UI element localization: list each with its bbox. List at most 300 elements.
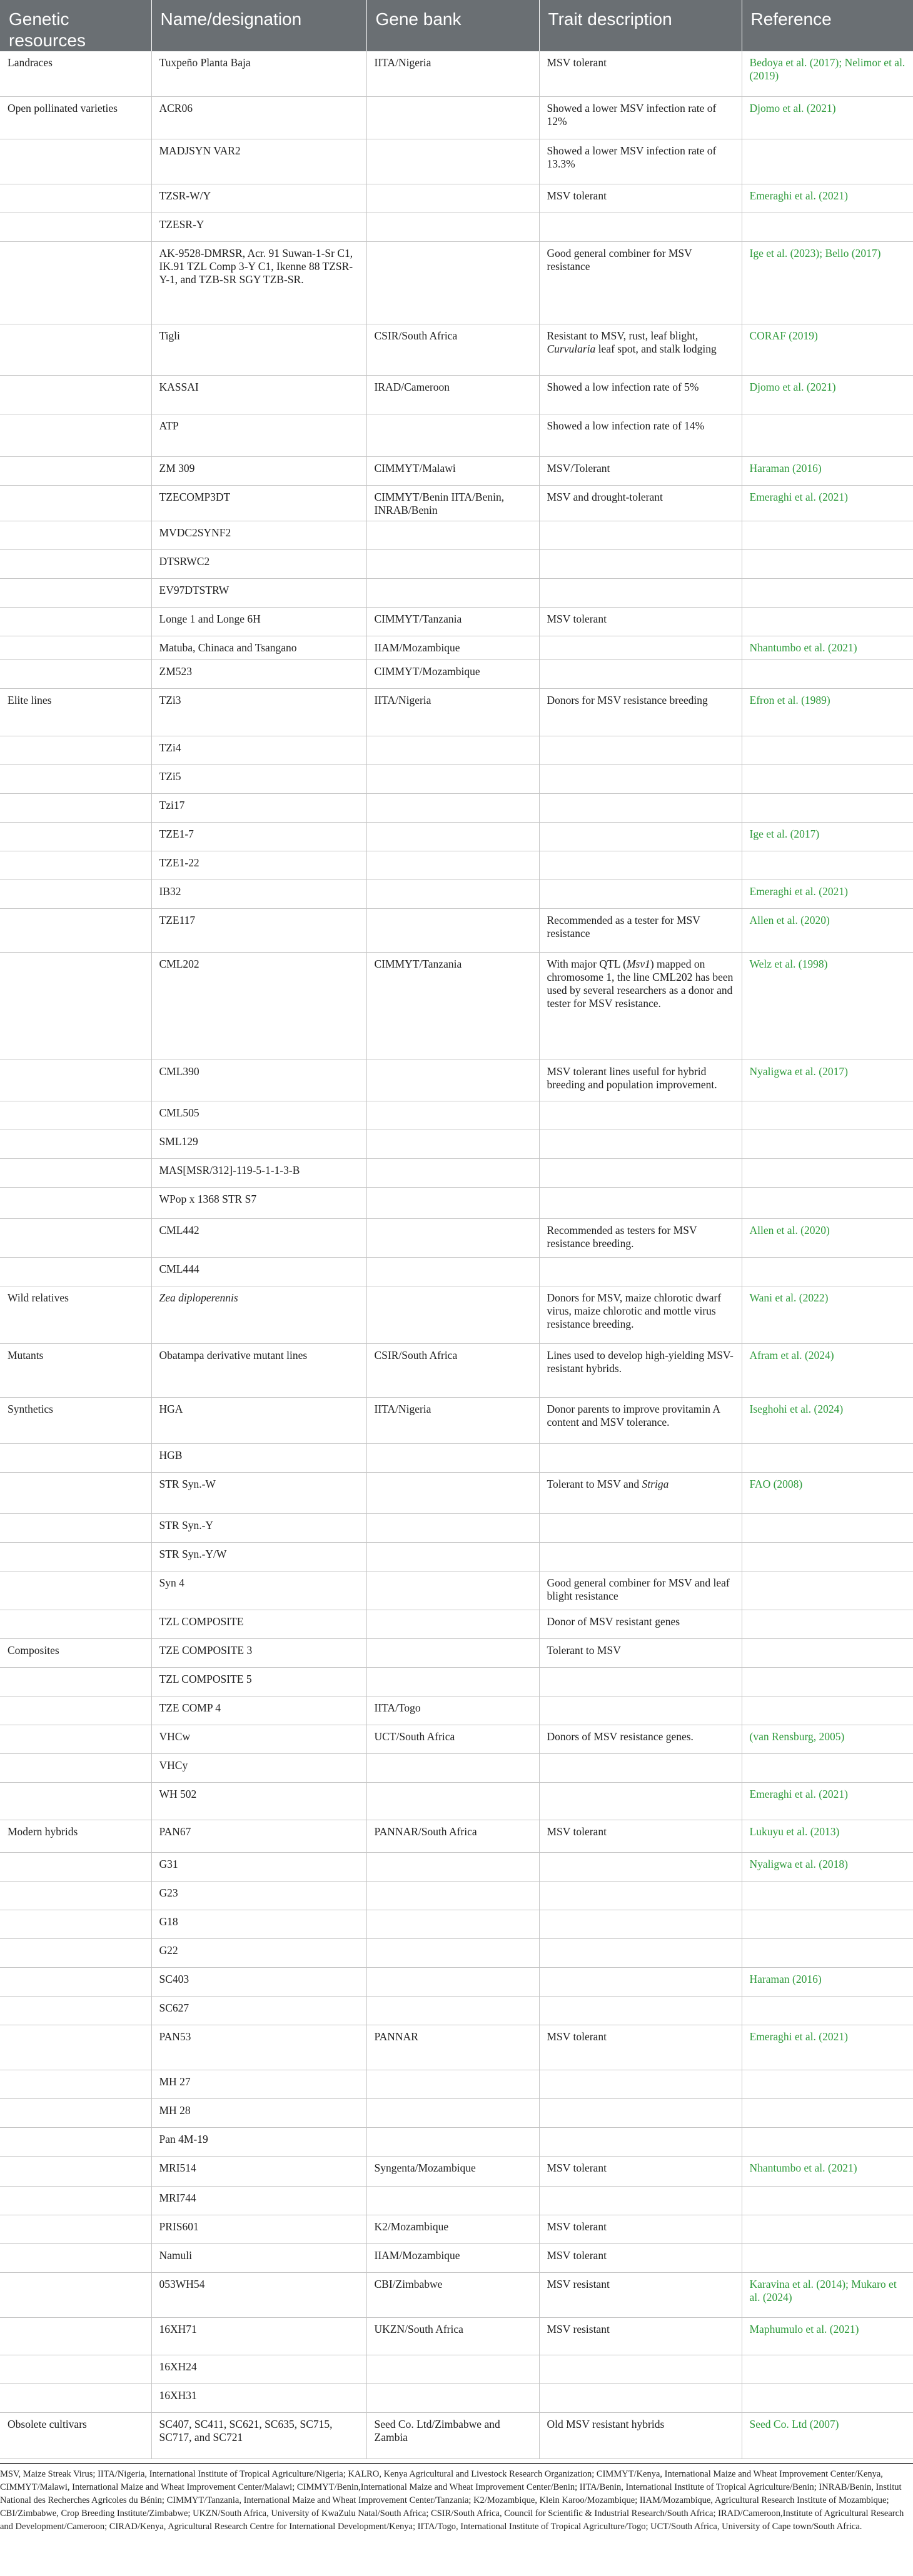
table-row: [0, 1852, 913, 1881]
name-cell: TZE COMP 4: [151, 1696, 366, 1725]
genetic-resource-cell: [0, 2070, 151, 2098]
genetic-resource-cell: [0, 1158, 151, 1187]
gene-bank-cell: Syngenta/Mozambique: [366, 2156, 539, 2186]
gene-bank-cell: [366, 2383, 539, 2412]
reference-cell[interactable]: (van Rensburg, 2005): [742, 1725, 913, 1753]
genetic-resource-cell: Modern hybrids: [0, 1820, 151, 1852]
table-header-row: [0, 0, 913, 51]
trait-cell: [539, 1753, 742, 1782]
table-row: [0, 96, 913, 139]
name-cell: EV97DTSTRW: [151, 578, 366, 607]
gene-bank-cell: IITA/Togo: [366, 1696, 539, 1725]
gene-bank-cell: [366, 96, 539, 139]
reference-cell[interactable]: Wani et al. (2022): [742, 1286, 913, 1343]
gene-bank-cell: CSIR/South Africa: [366, 1343, 539, 1397]
trait-cell: [539, 2127, 742, 2156]
gene-bank-cell: [366, 1910, 539, 1938]
trait-cell: [539, 1513, 742, 1542]
table-row: [0, 1820, 913, 1852]
table-row: [0, 1218, 913, 1257]
gene-bank-cell: [366, 2186, 539, 2215]
name-cell: SC627: [151, 1996, 366, 2025]
trait-cell: [539, 2355, 742, 2383]
trait-cell: [539, 1696, 742, 1725]
name-cell: ACR06: [151, 96, 366, 139]
trait-cell: [539, 521, 742, 549]
gene-bank-cell: [366, 1130, 539, 1158]
reference-cell[interactable]: Nhantumbo et al. (2021): [742, 636, 913, 659]
trait-cell: Lines used to develop high-yielding MSV-resistant hybrids.: [539, 1343, 742, 1397]
gene-bank-cell: [366, 1542, 539, 1571]
name-cell: IB32: [151, 880, 366, 908]
trait-cell: MSV resistant: [539, 2272, 742, 2317]
name-cell: MH 28: [151, 2098, 366, 2127]
table-row: [0, 2070, 913, 2098]
reference-cell[interactable]: FAO (2008): [742, 1472, 913, 1513]
reference-cell: [742, 2127, 913, 2156]
genetic-resource-cell: [0, 1996, 151, 2025]
reference-cell: [742, 2355, 913, 2383]
table-row: [0, 1996, 913, 2025]
reference-cell: [742, 2215, 913, 2243]
name-cell: CML442: [151, 1218, 366, 1257]
reference-cell: [742, 2383, 913, 2412]
trait-cell: MSV tolerant: [539, 2156, 742, 2186]
name-cell: TZECOMP3DT: [151, 485, 366, 521]
genetic-resource-cell: [0, 549, 151, 578]
reference-cell[interactable]: Efron et al. (1989): [742, 688, 913, 736]
table-row: [0, 578, 913, 607]
reference-cell[interactable]: Afram et al. (2024): [742, 1343, 913, 1397]
reference-cell: [742, 1130, 913, 1158]
gene-bank-cell: [366, 1938, 539, 1967]
table-row: [0, 1397, 913, 1443]
name-cell: Tzi17: [151, 793, 366, 822]
genetic-resource-cell: [0, 793, 151, 822]
gene-bank-cell: [366, 822, 539, 851]
reference-cell[interactable]: Seed Co. Ltd (2007): [742, 2412, 913, 2458]
gene-bank-cell: [366, 793, 539, 822]
table-row: [0, 1257, 913, 1286]
table-row: [0, 1753, 913, 1782]
name-cell: VHCy: [151, 1753, 366, 1782]
header-trait-description: Trait description: [539, 0, 742, 51]
name-cell: ZM523: [151, 659, 366, 688]
gene-bank-cell: [366, 1610, 539, 1638]
name-cell: 053WH54: [151, 2272, 366, 2317]
table-row: [0, 1725, 913, 1753]
reference-cell: [742, 414, 913, 456]
gene-bank-cell: [366, 1218, 539, 1257]
reference-cell: [742, 659, 913, 688]
reference-cell: [742, 1696, 913, 1725]
reference-cell[interactable]: Allen et al. (2020): [742, 1218, 913, 1257]
reference-cell[interactable]: Iseghohi et al. (2024): [742, 1397, 913, 1443]
trait-cell: [539, 2070, 742, 2098]
table-row: [0, 2025, 913, 2070]
header-reference: Reference: [742, 0, 913, 51]
name-cell: WH 502: [151, 1782, 366, 1820]
genetic-resource-cell: [0, 1542, 151, 1571]
name-cell: TZi3: [151, 688, 366, 736]
reference-cell: [742, 1257, 913, 1286]
genetic-resource-cell: [0, 880, 151, 908]
table-row: [0, 375, 913, 414]
genetic-resource-cell: [0, 1667, 151, 1696]
reference-cell[interactable]: Welz et al. (1998): [742, 952, 913, 1060]
trait-cell: [539, 213, 742, 241]
trait-cell: [539, 1996, 742, 2025]
table-row: [0, 822, 913, 851]
reference-cell[interactable]: Haraman (2016): [742, 456, 913, 485]
reference-cell: [742, 1571, 913, 1610]
name-cell: Longe 1 and Longe 6H: [151, 607, 366, 636]
gene-bank-cell: [366, 184, 539, 213]
genetic-resource-cell: [0, 1967, 151, 1996]
name-cell: TZE117: [151, 908, 366, 952]
trait-cell: [539, 636, 742, 659]
genetic-resource-cell: [0, 485, 151, 521]
trait-cell: MSV tolerant: [539, 1820, 742, 1852]
trait-cell: MSV tolerant: [539, 2025, 742, 2070]
genetic-resource-cell: [0, 1852, 151, 1881]
genetic-resource-cell: [0, 659, 151, 688]
name-cell: SC403: [151, 1967, 366, 1996]
reference-cell[interactable]: Emeraghi et al. (2021): [742, 184, 913, 213]
reference-cell: [742, 1881, 913, 1910]
trait-cell: [539, 659, 742, 688]
trait-cell: [539, 1910, 742, 1938]
name-cell: TZi5: [151, 764, 366, 793]
genetic-resource-cell: [0, 1513, 151, 1542]
genetic-resource-cell: [0, 1257, 151, 1286]
trait-cell: MSV tolerant lines useful for hybrid breeding and population improvement.: [539, 1060, 742, 1101]
genetic-resource-cell: [0, 1696, 151, 1725]
reference-cell: [742, 2186, 913, 2215]
reference-cell[interactable]: Emeraghi et al. (2021): [742, 1782, 913, 1820]
genetic-resource-cell: [0, 521, 151, 549]
reference-cell[interactable]: Nhantumbo et al. (2021): [742, 2156, 913, 2186]
name-cell: MVDC2SYNF2: [151, 521, 366, 549]
table-row: [0, 521, 913, 549]
trait-cell: Showed a low infection rate of 14%: [539, 414, 742, 456]
table-row: [0, 607, 913, 636]
gene-bank-cell: PANNAR: [366, 2025, 539, 2070]
table-row: [0, 2186, 913, 2215]
gene-bank-cell: IIAM/Mozambique: [366, 2243, 539, 2272]
name-cell: CML390: [151, 1060, 366, 1101]
gene-bank-cell: [366, 1753, 539, 1782]
genetic-resource-cell: Landraces: [0, 51, 151, 96]
table-row: [0, 793, 913, 822]
reference-cell[interactable]: Bedoya et al. (2017); Nelimor et al. (2019): [742, 51, 913, 96]
trait-cell: Showed a lower MSV infection rate of 13.3%: [539, 139, 742, 184]
reference-cell[interactable]: Emeraghi et al. (2021): [742, 485, 913, 521]
table-row: [0, 2156, 913, 2186]
genetic-resource-cell: [0, 1782, 151, 1820]
table-row: [0, 908, 913, 952]
reference-cell: [742, 1443, 913, 1472]
table-row: [0, 1101, 913, 1130]
gene-bank-cell: [366, 213, 539, 241]
genetic-resource-cell: Elite lines: [0, 688, 151, 736]
name-cell: MADJSYN VAR2: [151, 139, 366, 184]
genetic-resource-cell: [0, 1060, 151, 1101]
gene-bank-cell: [366, 1881, 539, 1910]
genetic-resource-cell: [0, 851, 151, 880]
name-cell: CML202: [151, 952, 366, 1060]
reference-cell[interactable]: Nyaligwa et al. (2018): [742, 1852, 913, 1881]
gene-bank-cell: [366, 851, 539, 880]
trait-cell: Donor parents to improve provitamin A content and MSV tolerance.: [539, 1397, 742, 1443]
trait-cell: Tolerant to MSV and Striga: [539, 1472, 742, 1513]
table-row: [0, 1910, 913, 1938]
trait-cell: [539, 851, 742, 880]
table-row: [0, 1187, 913, 1218]
reference-cell: [742, 607, 913, 636]
trait-cell: [539, 1257, 742, 1286]
name-cell: Tigli: [151, 324, 366, 375]
genetic-resource-cell: [0, 2156, 151, 2186]
header-genetic-resources: Genetic resources: [0, 0, 151, 51]
genetic-resource-cell: [0, 1130, 151, 1158]
gene-bank-cell: CIMMYT/Benin IITA/Benin, INRAB/Benin: [366, 485, 539, 521]
name-cell: MRI744: [151, 2186, 366, 2215]
table-row: [0, 736, 913, 764]
name-cell: WPop x 1368 STR S7: [151, 1187, 366, 1218]
gene-bank-cell: Seed Co. Ltd/Zimbabwe and Zambia: [366, 2412, 539, 2458]
table-row: [0, 1130, 913, 1158]
gene-bank-cell: CIMMYT/Malawi: [366, 456, 539, 485]
genetic-resource-cell: [0, 1610, 151, 1638]
name-cell: G23: [151, 1881, 366, 1910]
table-row: [0, 1938, 913, 1967]
trait-cell: [539, 2383, 742, 2412]
genetic-resource-cell: Obsolete cultivars: [0, 2412, 151, 2458]
reference-cell: [742, 1187, 913, 1218]
genetic-resource-cell: [0, 2186, 151, 2215]
name-cell: VHCw: [151, 1725, 366, 1753]
genetic-resource-cell: [0, 139, 151, 184]
gene-bank-cell: [366, 1286, 539, 1343]
table-row: [0, 1610, 913, 1638]
name-cell: TZL COMPOSITE: [151, 1610, 366, 1638]
reference-cell[interactable]: Nyaligwa et al. (2017): [742, 1060, 913, 1101]
table-row: [0, 880, 913, 908]
table-row: [0, 2098, 913, 2127]
trait-cell: Old MSV resistant hybrids: [539, 2412, 742, 2458]
table-row: [0, 139, 913, 184]
gene-bank-cell: IRAD/Cameroon: [366, 375, 539, 414]
trait-cell: [539, 1967, 742, 1996]
reference-cell: [742, 549, 913, 578]
reference-cell: [742, 578, 913, 607]
header-name-designation: Name/designation: [151, 0, 366, 51]
reference-cell[interactable]: Lukuyu et al. (2013): [742, 1820, 913, 1852]
table-row: [0, 456, 913, 485]
name-cell: CML444: [151, 1257, 366, 1286]
table-row: [0, 2317, 913, 2355]
name-cell: TZSR-W/Y: [151, 184, 366, 213]
genetic-resource-cell: [0, 908, 151, 952]
name-cell: TZESR-Y: [151, 213, 366, 241]
trait-cell: MSV tolerant: [539, 51, 742, 96]
gene-bank-cell: [366, 2355, 539, 2383]
trait-cell: [539, 793, 742, 822]
trait-cell: Recommended as a tester for MSV resistance: [539, 908, 742, 952]
table-row: [0, 184, 913, 213]
table-row: [0, 1571, 913, 1610]
genetic-resource-cell: [0, 2383, 151, 2412]
gene-bank-cell: [366, 139, 539, 184]
gene-bank-cell: [366, 1782, 539, 1820]
reference-cell[interactable]: Karavina et al. (2014); Mukaro et al. (2024): [742, 2272, 913, 2317]
gene-bank-cell: [366, 1638, 539, 1667]
gene-bank-cell: K2/Mozambique: [366, 2215, 539, 2243]
gene-bank-cell: [366, 1101, 539, 1130]
reference-cell[interactable]: Haraman (2016): [742, 1967, 913, 1996]
name-cell: HGB: [151, 1443, 366, 1472]
gene-bank-cell: IITA/Nigeria: [366, 1397, 539, 1443]
table-row: [0, 1782, 913, 1820]
genetic-resource-cell: [0, 2127, 151, 2156]
trait-cell: [539, 1667, 742, 1696]
reference-cell: [742, 1753, 913, 1782]
reference-cell[interactable]: Emeraghi et al. (2021): [742, 880, 913, 908]
name-cell: 16XH71: [151, 2317, 366, 2355]
table-row: [0, 636, 913, 659]
reference-cell[interactable]: Allen et al. (2020): [742, 908, 913, 952]
reference-cell[interactable]: Ige et al. (2023); Bello (2017): [742, 241, 913, 324]
genetic-resource-cell: [0, 952, 151, 1060]
name-cell: G22: [151, 1938, 366, 1967]
gene-bank-cell: CIMMYT/Tanzania: [366, 607, 539, 636]
genetic-resource-cell: Synthetics: [0, 1397, 151, 1443]
genetic-resource-cell: [0, 822, 151, 851]
name-cell: Syn 4: [151, 1571, 366, 1610]
gene-bank-cell: [366, 2070, 539, 2098]
trait-cell: Donors for MSV, maize chlorotic dwarf virus, maize chlorotic and mottle virus resistance breeding.: [539, 1286, 742, 1343]
reference-cell[interactable]: Ige et al. (2017): [742, 822, 913, 851]
table-row: [0, 2412, 913, 2458]
gene-bank-cell: [366, 880, 539, 908]
table-row: [0, 2383, 913, 2412]
genetic-resource-cell: [0, 241, 151, 324]
name-cell: 16XH24: [151, 2355, 366, 2383]
gene-bank-cell: [366, 1257, 539, 1286]
table-row: [0, 659, 913, 688]
table-row: [0, 764, 913, 793]
gene-bank-cell: [366, 578, 539, 607]
table-row: [0, 241, 913, 324]
gene-bank-cell: PANNAR/South Africa: [366, 1820, 539, 1852]
genetic-resource-cell: [0, 578, 151, 607]
name-cell: HGA: [151, 1397, 366, 1443]
reference-cell[interactable]: CORAF (2019): [742, 324, 913, 375]
gene-bank-cell: CIMMYT/Mozambique: [366, 659, 539, 688]
genetic-resource-cell: [0, 414, 151, 456]
table-row: [0, 688, 913, 736]
gene-bank-cell: [366, 908, 539, 952]
table-row: [0, 414, 913, 456]
name-cell: Tuxpeño Planta Baja: [151, 51, 366, 96]
gene-bank-cell: [366, 241, 539, 324]
reference-cell[interactable]: Emeraghi et al. (2021): [742, 2025, 913, 2070]
genetic-resource-cell: [0, 736, 151, 764]
trait-cell: [539, 736, 742, 764]
reference-cell: [742, 1513, 913, 1542]
table-row: [0, 952, 913, 1060]
name-cell: PRIS601: [151, 2215, 366, 2243]
table-row: [0, 549, 913, 578]
genetic-resource-cell: [0, 1443, 151, 1472]
genetic-resource-cell: [0, 184, 151, 213]
trait-cell: Good general combiner for MSV and leaf blight resistance: [539, 1571, 742, 1610]
name-cell: STR Syn.-W: [151, 1472, 366, 1513]
genetic-resource-cell: [0, 2025, 151, 2070]
reference-cell[interactable]: Djomo et al. (2021): [742, 96, 913, 139]
trait-cell: Resistant to MSV, rust, leaf blight, Curvularia leaf spot, and stalk lodging: [539, 324, 742, 375]
table-row: [0, 1696, 913, 1725]
reference-cell: [742, 1996, 913, 2025]
trait-cell: MSV tolerant: [539, 2215, 742, 2243]
name-cell: Pan 4M-19: [151, 2127, 366, 2156]
reference-cell[interactable]: Djomo et al. (2021): [742, 375, 913, 414]
reference-cell: [742, 521, 913, 549]
trait-cell: Donors for MSV resistance breeding: [539, 688, 742, 736]
reference-cell: [742, 1910, 913, 1938]
genetic-resource-cell: [0, 764, 151, 793]
name-cell: ZM 309: [151, 456, 366, 485]
reference-cell[interactable]: Maphumulo et al. (2021): [742, 2317, 913, 2355]
name-cell: 16XH31: [151, 2383, 366, 2412]
table-row: [0, 1542, 913, 1571]
gene-bank-cell: UKZN/South Africa: [366, 2317, 539, 2355]
gene-bank-cell: [366, 1571, 539, 1610]
gene-bank-cell: CIMMYT/Tanzania: [366, 952, 539, 1060]
gene-bank-cell: [366, 1667, 539, 1696]
reference-cell: [742, 851, 913, 880]
name-cell: MAS[MSR/312]-119-5-1-1-3-B: [151, 1158, 366, 1187]
genetic-resource-cell: [0, 1571, 151, 1610]
genetic-resource-cell: [0, 1938, 151, 1967]
genetic-resource-cell: [0, 1187, 151, 1218]
gene-bank-cell: [366, 1158, 539, 1187]
trait-cell: MSV resistant: [539, 2317, 742, 2355]
gene-bank-cell: [366, 1852, 539, 1881]
table-footnote: MSV, Maize Streak Virus; IITA/Nigeria, International Institute of Tropical Agriculture/Nigeria; KALRO, Kenya Agricultural and Livestock Research Organization; CIMMYT/Kenya, International Maize and Wheat Improvement Center/Kenya, CIMMYT/Malawi, International Maize and Wheat Improvement Center/Malawi; CIMMYT/Benin,International Maize and Wheat Improvement Center/Benin; IITA/Benin, International Institute of Tropical Agriculture/Benin; INRAB/Benin, Institut National des Recherches Agricoles du Bénin; CIMMYT/Tanzania, International Maize and Wheat Improvement Center/Tanzania; K2/Mozambique, Klein Karoo/Mozambique; IIAM/Mozambique, Agricultural Research Institute of Mozambique; CBI/Zimbabwe, Crop Breeding Institute/Zimbabwe; UKZN/South Africa, University of KwaZulu Natal/South Africa; CSIR/South Africa, Council for Scientific & Industrial Research/South Africa; IRAD/Cameroon,Institute of Agricultural Research and Development/Cameroon; CIRAD/Kenya, Agricultural Research Centre for International Development/Kenya; IITA/Togo, International Institute of Tropical Agriculture/Togo; UCT/South Africa, University of Cape town/South Africa.: [0, 2463, 913, 2533]
trait-cell: [539, 1130, 742, 1158]
name-cell: G18: [151, 1910, 366, 1938]
name-cell: KASSAI: [151, 375, 366, 414]
header-gene-bank: Gene bank: [366, 0, 539, 51]
gene-bank-cell: UCT/South Africa: [366, 1725, 539, 1753]
genetic-resource-cell: Open pollinated varieties: [0, 96, 151, 139]
trait-cell: Tolerant to MSV: [539, 1638, 742, 1667]
reference-cell: [742, 1610, 913, 1638]
reference-cell: [742, 1938, 913, 1967]
table-row: [0, 1638, 913, 1667]
reference-cell: [742, 764, 913, 793]
table-row: [0, 51, 913, 96]
name-cell: TZL COMPOSITE 5: [151, 1667, 366, 1696]
trait-cell: [539, 1158, 742, 1187]
trait-cell: [539, 1187, 742, 1218]
reference-cell: [742, 2098, 913, 2127]
name-cell: PAN67: [151, 1820, 366, 1852]
genetic-resource-cell: [0, 2098, 151, 2127]
trait-cell: [539, 2098, 742, 2127]
